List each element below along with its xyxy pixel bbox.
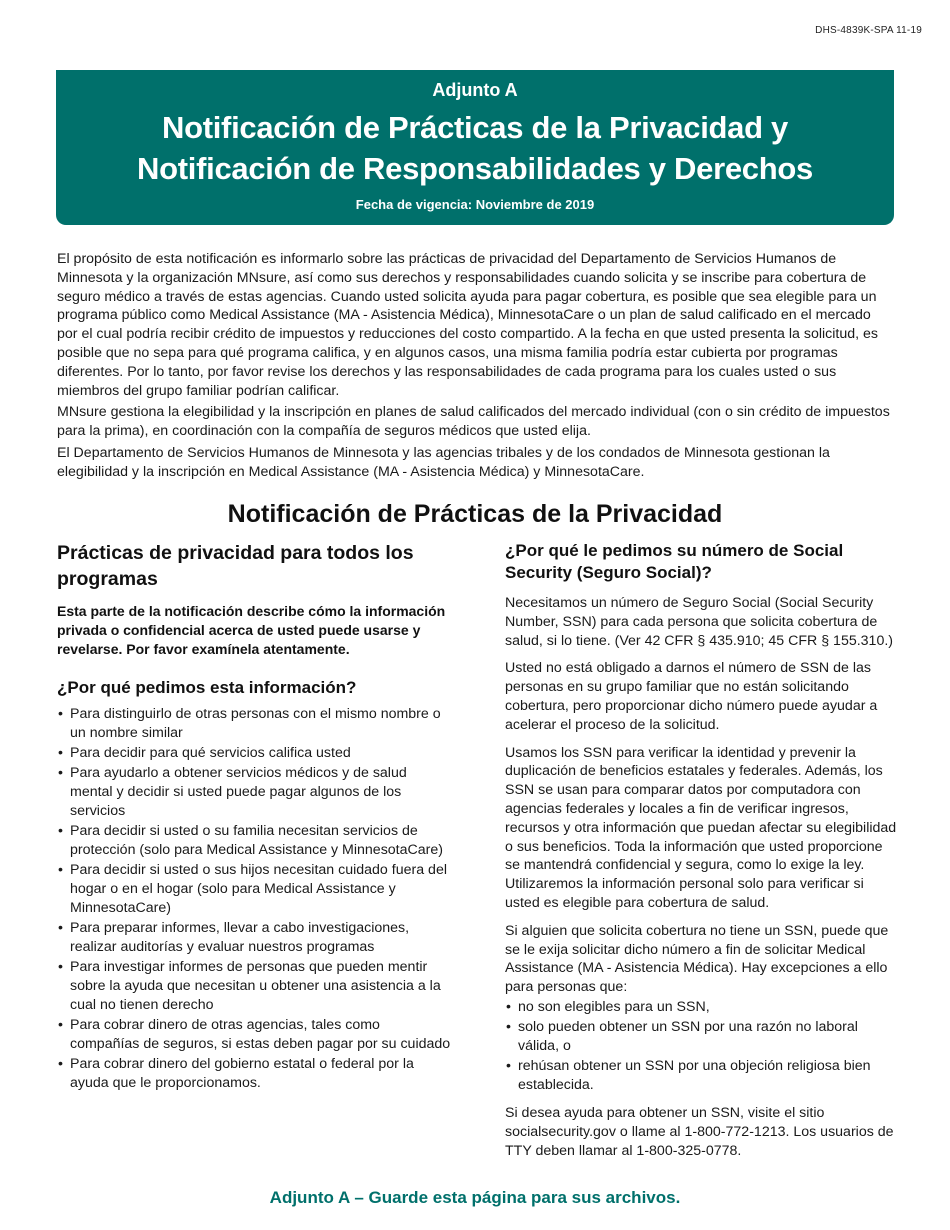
ssn-paragraph: Usted no está obligado a darnos el número de SSN de las personas en su grupo familiar que no están solicitando cobertura, pero proporcionar dicho número puede ayudar a acelerar el proceso de la solicitud. <box>505 660 878 733</box>
list-item: • Para preparar informes, llevar a cabo investigaciones, realizar auditorías y evaluar nuestros programas <box>57 919 452 957</box>
list-item: • Para cobrar dinero de otras agencias, tales como compañías de seguros, si estas deben pagar por su cuidado <box>57 1016 452 1054</box>
reasons-list <box>57 705 452 1093</box>
title-banner <box>56 70 894 225</box>
list-item: • Para investigar informes de personas que pueden mentir sobre la ayuda que necesitan u obtener una asistencia a la cual no tienen derecho <box>57 958 452 1015</box>
list-item: • Para ayudarlo a obtener servicios médicos y de salud mental y decidir si usted puede pagar algunos de los servicios <box>57 764 452 821</box>
left-heading: Prácticas de privacidad para todos los programas <box>57 542 414 590</box>
document-title-line-1: Notificación de Prácticas de la Privacidad y <box>161 110 788 145</box>
ssn-paragraph: Usamos los SSN para verificar la identidad y prevenir la duplicación de beneficios estatales y federales. Además, los SSN se usan para comparar datos por computadora con agencias federales y locales a fin de verificar ingresos, recursos y otra información que puedan afectar su elegibilidad o sus beneficios. Toda la información que usted proporcione se mantendrá confidencial y segura, como lo exige la ley. Utilizaremos la información personal solo para verificar si usted es elegible para cobertura de salud. <box>505 744 897 911</box>
left-column <box>57 540 452 1094</box>
list-item: • solo pueden obtener un SSN por una razón no laboral válida, o <box>505 1018 897 1056</box>
right-column <box>505 540 897 1169</box>
intro-paragraph: El propósito de esta notificación es informarlo sobre las prácticas de privacidad del Departamento de Servicios Humanos de Minnesota y la organización MNsure, así como sus derechos y responsabilidades cuando solicita y se inscribe para cobertura de seguro médico a través de estas agencias. Cuando usted solicita ayuda para pagar cobertura, es posible que sea elegible para un programa público como Medical Assistance (MA - Asistencia Médica), MinnesotaCare o un plan de salud calificado en el mercado por el cual podría recibir crédito de impuestos y reducciones del costo compartido. A la fecha en que usted presenta la solicitud, es posible que no sepa para qué programa califica, y en algunos casos, una misma familia podría estar cubierta por programas diferentes. Por lo tanto, por favor revise los derechos y las responsabilidades de cada programa para los cuales usted o sus miembros del grupo familiar podrían calificar. <box>57 251 878 399</box>
list-item: • rehúsan obtener un SSN por una objeción religiosa bien establecida. <box>505 1057 897 1095</box>
list-item: • Para decidir si usted o su familia necesitan servicios de protección (solo para Medical Assistance y MinnesotaCare) <box>57 822 452 860</box>
section-title: Notificación de Prácticas de la Privacidad <box>227 500 723 528</box>
attachment-label: Adjunto A <box>432 80 518 100</box>
ssn-paragraph: Si alguien que solicita cobertura no tiene un SSN, puede que se le exija solicitar dicho número a fin de solicitar Medical Assistance (MA - Asistencia Médica). Hay excepciones a ello para personas que: <box>505 922 889 996</box>
document-title <box>56 107 894 189</box>
list-item: • Para decidir si usted o sus hijos necesitan cuidado fuera del hogar o en el hogar (solo para Medical Assistance y MinnesotaCare) <box>57 861 452 918</box>
ssn-exceptions-list <box>505 998 897 1095</box>
intro-paragraph: El Departamento de Servicios Humanos de Minnesota y las agencias tribales y de los condados de Minnesota gestionan la elegibilidad y la inscripción en Medical Assistance (MA - Asistencia Médica) y MinnesotaCare. <box>57 444 830 480</box>
ssn-heading: ¿Por qué le pedimos su número de Social Security (Seguro Social)? <box>505 541 844 582</box>
ssn-paragraph: Si desea ayuda para obtener un SSN, visite el sitio socialsecurity.gov o llame al 1-800-772-1213. Los usuarios de TTY deben llamar al 1-800-325-0778. <box>505 1104 894 1159</box>
intro-paragraph: MNsure gestiona la elegibilidad y la inscripción en planes de salud calificados del mercado individual (con o sin crédito de impuestos para la prima), en coordinación con la compañía de seguros médicos que usted elija. <box>57 404 890 440</box>
list-item: • Para cobrar dinero del gobierno estatal o federal por la ayuda que le proporcionamos. <box>57 1055 452 1093</box>
effective-date: Fecha de vigencia: Noviembre de 2019 <box>355 197 595 212</box>
list-item: • no son elegibles para un SSN, <box>505 998 897 1017</box>
intro-section <box>57 250 895 485</box>
document-title-line-2: Notificación de Responsabilidades y Derechos <box>137 151 813 186</box>
ssn-paragraph: Necesitamos un número de Seguro Social (Social Security Number, SSN) para cada persona que solicita cobertura de salud, si lo tiene. (Ver 42 CFR § 435.910; 45 CFR § 155.310.) <box>505 595 894 649</box>
why-info-heading: ¿Por qué pedimos esta información? <box>57 678 357 697</box>
list-item: • Para distinguirlo de otras personas con el mismo nombre o un nombre similar <box>57 705 452 743</box>
form-id: DHS-4839K-SPA 11-19 <box>815 25 922 36</box>
left-lede: Esta parte de la notificación describe cómo la información privada o confidencial acerca de usted puede usarse y revelarse. Por favor examínela atentamente. <box>57 603 446 657</box>
list-item: • Para decidir para qué servicios califica usted <box>57 744 452 763</box>
footer-note: Adjunto A – Guarde esta página para sus archivos. <box>269 1188 681 1207</box>
